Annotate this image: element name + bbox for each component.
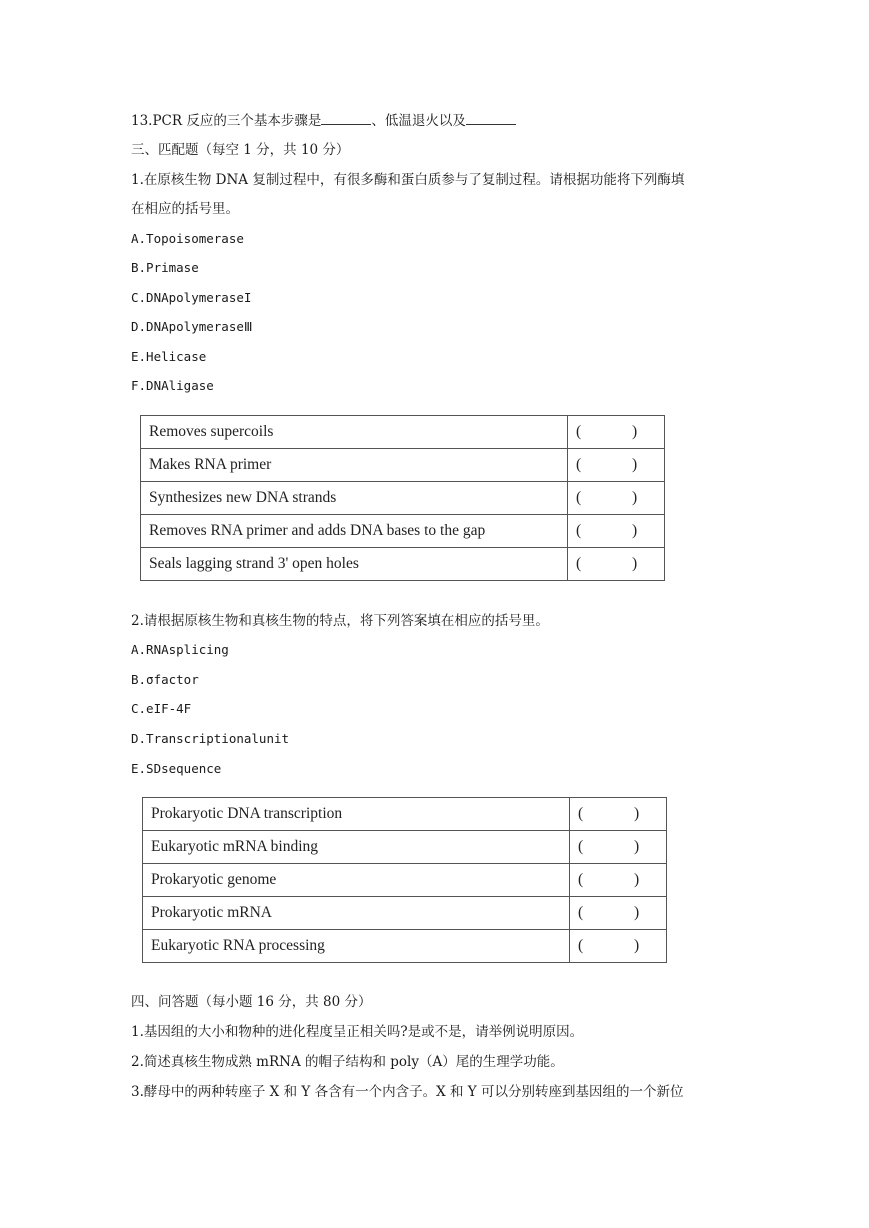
match-1-option: F.DNAligase: [131, 378, 214, 393]
section-3-heading: 三、匹配题（每空 1 分，共 10 分）: [131, 142, 350, 158]
function-description: Seals lagging strand 3' open holes: [141, 548, 568, 581]
table-row: [141, 482, 665, 515]
answer-parentheses[interactable]: ( ): [570, 864, 667, 897]
answer-parentheses[interactable]: ( ): [570, 897, 667, 930]
answer-blank: [466, 112, 516, 125]
essay-question-2: 2.简述真核生物成熟 mRNA 的帽子结构和 poly（A）尾的生理学功能。: [131, 1054, 564, 1070]
answer-parentheses[interactable]: ( ): [568, 548, 665, 581]
match-1-table: [140, 415, 665, 581]
feature-description: Prokaryotic genome: [143, 864, 570, 897]
table-row: [141, 449, 665, 482]
essay-question-1: 1.基因组的大小和物种的进化程度呈正相关吗?是或不是，请举例说明原因。: [131, 1024, 584, 1040]
match-2-option: A.RNAsplicing: [131, 642, 229, 657]
section-4-heading: 四、问答题（每小题 16 分，共 80 分）: [131, 994, 372, 1010]
function-description: Synthesizes new DNA strands: [141, 482, 568, 515]
match-1-option: A.Topoisomerase: [131, 231, 244, 246]
feature-description: Eukaryotic mRNA binding: [143, 831, 570, 864]
answer-parentheses[interactable]: ( ): [568, 449, 665, 482]
table-row: [141, 548, 665, 581]
match-1-option: B.Primase: [131, 260, 199, 275]
function-description: Removes RNA primer and adds DNA bases to the gap: [141, 515, 568, 548]
table-row: [143, 897, 667, 930]
match-2-option: B.σfactor: [131, 672, 199, 687]
table-row: [141, 416, 665, 449]
answer-parentheses[interactable]: ( ): [570, 831, 667, 864]
table-row: [143, 831, 667, 864]
question-13-prefix: 13.PCR 反应的三个基本步骤是: [131, 113, 322, 129]
match-1-option: C.DNApolymeraseI: [131, 290, 252, 305]
match-1-question-line-1: 1.在原核生物 DNA 复制过程中，有很多酶和蛋白质参与了复制过程。请根据功能将下列酶填: [131, 172, 685, 188]
answer-blank: [321, 112, 371, 125]
table-row: [143, 930, 667, 963]
match-2-option: D.Transcriptionalunit: [131, 731, 290, 746]
match-2-question: 2.请根据原核生物和真核生物的特点，将下列答案填在相应的括号里。: [131, 613, 549, 629]
match-1-option: E.Helicase: [131, 349, 207, 364]
answer-parentheses[interactable]: ( ): [568, 515, 665, 548]
table-row: [143, 864, 667, 897]
answer-parentheses[interactable]: ( ): [570, 798, 667, 831]
match-2-option: C.eIF-4F: [131, 701, 192, 716]
answer-parentheses[interactable]: ( ): [568, 416, 665, 449]
table-row: [143, 798, 667, 831]
match-2-table: [142, 797, 667, 963]
question-13-middle: 、低温退火以及: [371, 113, 466, 129]
answer-parentheses[interactable]: ( ): [570, 930, 667, 963]
feature-description: Prokaryotic mRNA: [143, 897, 570, 930]
match-2-option: E.SDsequence: [131, 761, 222, 776]
essay-question-3: 3.酵母中的两种转座子 X 和 Y 各含有一个内含子。X 和 Y 可以分别转座到基因组的一个新位: [131, 1084, 684, 1100]
match-1-option: D.DNApolymeraseⅢ: [131, 319, 253, 334]
question-13: [131, 112, 516, 130]
function-description: Removes supercoils: [141, 416, 568, 449]
feature-description: Prokaryotic DNA transcription: [143, 798, 570, 831]
table-row: [141, 515, 665, 548]
function-description: Makes RNA primer: [141, 449, 568, 482]
answer-parentheses[interactable]: ( ): [568, 482, 665, 515]
match-1-question-line-2: 在相应的括号里。: [131, 201, 239, 217]
feature-description: Eukaryotic RNA processing: [143, 930, 570, 963]
